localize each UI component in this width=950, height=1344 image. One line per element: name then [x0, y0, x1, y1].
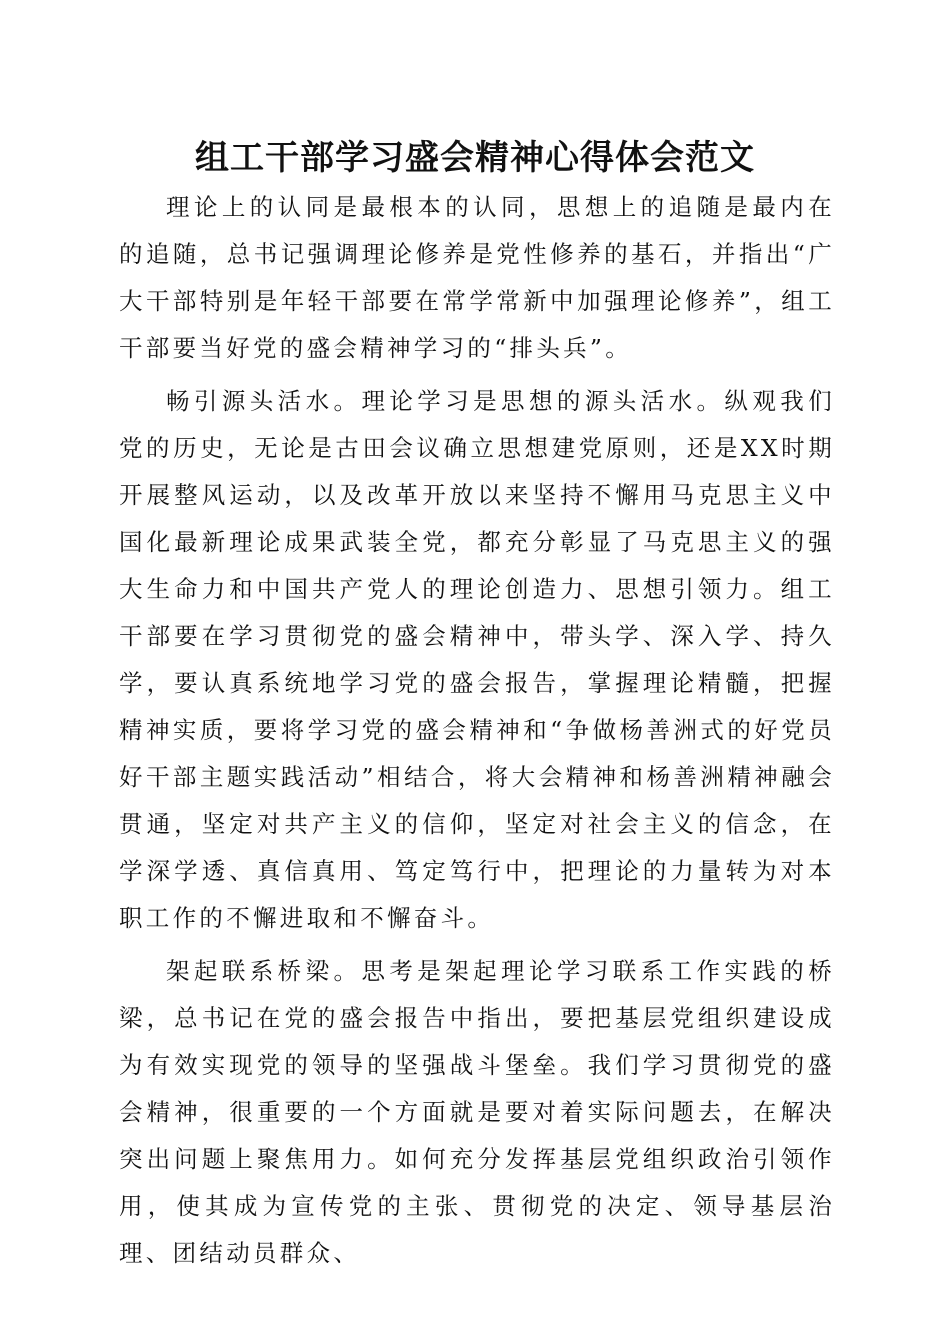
paragraph-source: 畅引源头活水。理论学习是思想的源头活水。纵观我们党的历史，无论是古田会议确立思想建党原则，还是XX时期开展整风运动，以及改革开放以来坚持不懈用马克思主义中国化最新理论成果武装全党，都充分彰显了马克思主义的强大生命力和中国共产党人的理论创造力、思想引领力。组工干部要在学习贯彻党的盛会精神中，带头学、深入学、持久学，要认真系统地学习党的盛会报告，掌握理论精髓，把握精神实质，要将学习党的盛会精神和“争做杨善洲式的好党员好干部主题实践活动”相结合，将大会精神和杨善洲精神融会贯通，坚定对共产主义的信仰，坚定对社会主义的信念，在学深学透、真信真用、笃定笃行中，把理论的力量转为对本职工作的不懈进取和不懈奋斗。	[119, 387, 835, 932]
paragraph-intro: 理论上的认同是最根本的认同，思想上的追随是最内在的追随，总书记强调理论修养是党性修养的基石，并指出“广大干部特别是年轻干部要在常学常新中加强理论修养”，组工干部要当好党的盛会精神学习的“排头兵”。	[119, 193, 835, 362]
document-body	[119, 184, 835, 1283]
paragraph-bridge: 架起联系桥梁。思考是架起理论学习联系工作实践的桥梁，总书记在党的盛会报告中指出，要把基层党组织建设成为有效实现党的领导的坚强战斗堡垒。我们学习贯彻党的盛会精神，很重要的一个方面就是要对着实际问题去，在解决突出问题上聚焦用力。如何充分发挥基层党组织政治引领作用，使其成为宣传党的主张、贯彻党的决定、领导基层治理、团结动员群众、	[119, 957, 835, 1267]
document-title: 组工干部学习盛会精神心得体会范文	[195, 138, 755, 178]
